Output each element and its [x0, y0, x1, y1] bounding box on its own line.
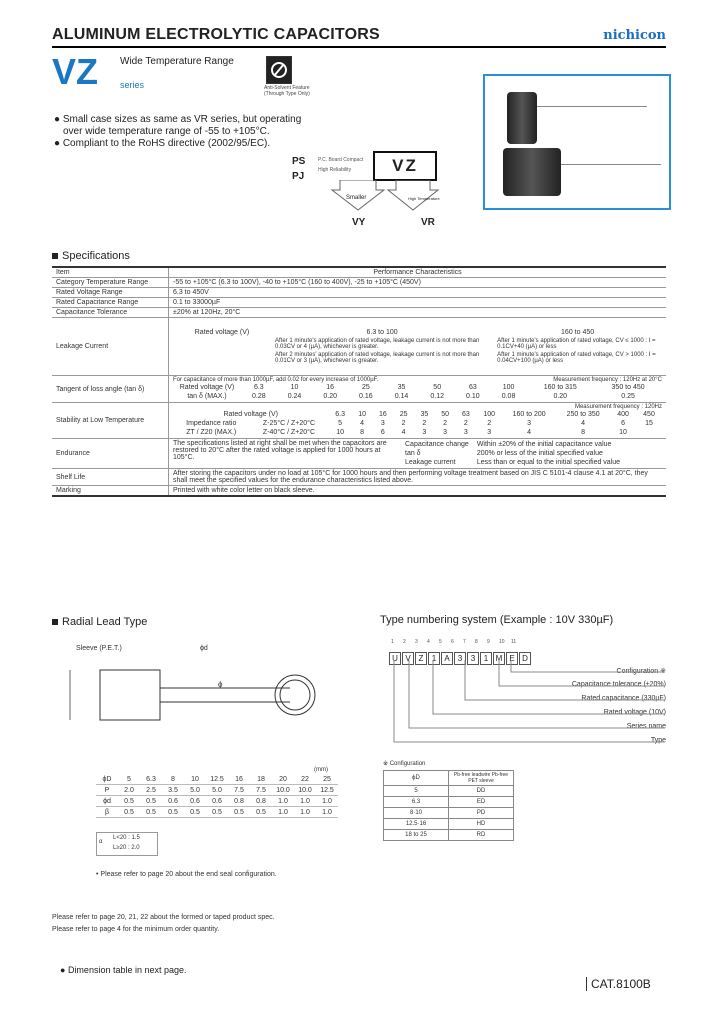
col-item: Item	[52, 267, 169, 278]
dim-value: 0.8	[228, 796, 250, 807]
stab-voltage: 50	[441, 411, 450, 418]
tan-voltage: 35	[397, 384, 406, 391]
stab-r2: 8	[360, 429, 365, 436]
stability-item: Stability at Low Temperature	[52, 403, 169, 439]
dim-value: 2.5	[140, 785, 162, 796]
code-char: M	[493, 652, 505, 665]
stab-r2: 8	[581, 429, 586, 436]
code-char: A	[441, 652, 453, 665]
stab-r1: 4	[360, 420, 365, 427]
cfg-code: PD	[449, 808, 514, 819]
stab-r1: 5	[338, 420, 343, 427]
cfg-code: RD	[449, 830, 514, 841]
r1-label: Z-25°C / Z+20°C	[262, 420, 316, 427]
dim-value: 0.5	[184, 807, 206, 818]
tangent-note: For capacitance of more than 1000µF, add 0.02 for every increase of 1000µF.	[173, 377, 379, 383]
cfg-row	[384, 830, 514, 841]
code-char: U	[389, 652, 401, 665]
spec-value: ±20% at 120Hz, 20°C	[169, 308, 667, 318]
digit: 2	[403, 639, 406, 645]
stab-r2: 4	[527, 429, 532, 436]
feature-item: ● Compliant to the RoHS directive (2002/95/EC).	[54, 138, 271, 149]
dim-value: 18	[250, 774, 272, 785]
dim-value: 0.5	[118, 807, 140, 818]
dim-value: 22	[294, 774, 316, 785]
stab-voltage: 35	[420, 411, 429, 418]
imp-label: Impedance ratio	[186, 420, 237, 427]
dimension-table	[96, 774, 338, 818]
leak-v1: 6.3 to 100	[366, 329, 398, 336]
tan-value: 0.24	[287, 393, 302, 400]
digit: 9	[487, 639, 490, 645]
cfg-row	[384, 786, 514, 797]
series-code: VZ	[52, 51, 99, 92]
feature-list	[54, 114, 314, 150]
stab-voltage: 16	[378, 411, 387, 418]
stab-r1: 15	[645, 420, 653, 427]
col-perf: Performance Characteristics	[169, 267, 667, 278]
dim-value: 7.5	[250, 785, 272, 796]
cfg-head: Pb-free leadwire Pb-free PET sleeve	[449, 771, 514, 786]
cfg-code: HD	[449, 819, 514, 830]
phi-label: ϕ	[218, 680, 223, 689]
cfg-row	[384, 808, 514, 819]
stab-r2: 3	[443, 429, 448, 436]
tangent-item: Tangent of loss angle (tan δ)	[52, 376, 169, 403]
stab-r2	[636, 428, 662, 437]
spec-title: Specifications	[52, 250, 130, 262]
code-char: 3	[454, 652, 466, 665]
type-digits	[391, 639, 523, 645]
dim-row	[96, 774, 338, 785]
code-char: E	[506, 652, 518, 665]
dim-label: ϕD	[96, 774, 118, 785]
stability-freq: Measurement frequency : 120Hz	[574, 404, 662, 410]
stab-voltage: 450	[643, 411, 655, 418]
dim-value: 0.5	[118, 796, 140, 807]
vy-label: VY	[352, 217, 366, 228]
digit: 7	[463, 639, 466, 645]
dim-value: 25	[316, 774, 338, 785]
digit: 5	[439, 639, 442, 645]
stability-table	[173, 410, 662, 437]
spec-item: Rated Voltage Range	[52, 288, 169, 298]
tangent-freq: Measurement frequency : 120Hz at 20°C	[553, 377, 662, 383]
endurance-table	[401, 440, 624, 467]
dim-value: 10	[184, 774, 206, 785]
digit: 4	[427, 639, 430, 645]
stab-r2: 4	[401, 429, 406, 436]
stab-r1: 2	[422, 420, 427, 427]
page-title: ALUMINUM ELECTROLYTIC CAPACITORS	[52, 26, 380, 43]
rv-label: Rated voltage (V)	[194, 329, 250, 336]
tan-voltage: 16	[326, 384, 335, 391]
spec-value: 0.1 to 33000µF	[169, 298, 667, 308]
stab-r2: 10	[336, 429, 344, 436]
stab-r2: 3	[422, 429, 427, 436]
tan-value: 0.25	[621, 393, 635, 400]
pj-note: High Reliability	[318, 167, 352, 173]
radial-title: Radial Lead Type	[52, 616, 147, 628]
page-header	[52, 26, 666, 48]
higher-label: High Temperature	[408, 196, 440, 201]
dim-value: 1.0	[316, 796, 338, 807]
cfg-title: ※ Configuration	[383, 761, 426, 767]
radial-drawing	[60, 640, 330, 760]
leak-l2b: After 1 minute's application of rated voltage, CV > 1000 : I = 0.04CV+100 (µA) or less	[497, 352, 656, 364]
cfg-size: 5	[384, 786, 449, 797]
dim-value: 0.5	[162, 807, 184, 818]
spec-value: -55 to +105°C (6.3 to 100V), -40 to +105°C (160 to 400V), -25 to +105°C (450V)	[169, 278, 667, 288]
alpha-2: L≥20 : 2.0	[113, 845, 140, 851]
stab-r2: 10	[619, 429, 627, 436]
marking-text: Printed with white color letter on black sleeve.	[169, 486, 667, 497]
catalog-number: CAT.8100B	[586, 977, 651, 991]
shelf-item: Shelf Life	[52, 469, 169, 486]
tan-voltage: 350 to 450	[611, 384, 645, 391]
marking-item: Marking	[52, 486, 169, 497]
spec-item: Rated Capacitance Range	[52, 298, 169, 308]
cfg-code: ED	[449, 797, 514, 808]
type-label: Configuration ※	[616, 668, 666, 675]
ps-note: P.C. Board Compact	[318, 157, 364, 163]
dim-value: 1.0	[316, 807, 338, 818]
type-label: Rated voltage (10V)	[603, 709, 666, 716]
dim-value: 0.6	[184, 796, 206, 807]
dim-value: 2.0	[118, 785, 140, 796]
badge-caption: Anti-Solvent Feature (Through Type Only)	[264, 85, 310, 97]
stab-voltage: 100	[483, 411, 496, 418]
tan-value: 0.08	[501, 393, 516, 400]
stab-r1: 2	[443, 420, 448, 427]
vr-label: VR	[421, 217, 435, 228]
series-label: series	[120, 80, 145, 90]
stab-r1: 6	[621, 420, 626, 427]
end-seal-note: • Please refer to page 20 about the end seal configuration.	[96, 871, 277, 878]
tan-value: 0.28	[252, 393, 266, 400]
dim-next-note: ● Dimension table in next page.	[60, 965, 187, 975]
stab-r1: 2	[463, 420, 468, 427]
leak-l2a: After 1 minute's application of rated voltage, CV ≤ 1000 : I = 0.1CV+40 (µA) or less	[497, 338, 656, 350]
unit-label: (mm)	[314, 767, 328, 773]
zt-label: ZT / Z20 (MAX.)	[186, 429, 237, 436]
rv-label: Rated voltage (V)	[179, 384, 235, 391]
stab-r1: 4	[581, 420, 586, 427]
tan-value: 0.20	[323, 393, 337, 400]
dim-value: 1.0	[272, 796, 294, 807]
alpha-1: L<20 : 1.5	[113, 835, 140, 841]
dim-value: 6.3	[140, 774, 162, 785]
cfg-row	[384, 819, 514, 830]
stab-r1: 3	[527, 420, 532, 427]
dim-row	[96, 785, 338, 796]
alpha-box	[96, 832, 158, 856]
cfg-size: 18 to 25	[384, 830, 449, 841]
shelf-text: After storing the capacitors under no load at 105°C for 1000 hours and then performing voltage treatment based on JIS C 5101-4 clause 4.1 at 20°C, they shall meet the specified values for the endurance characteristics listed above.	[169, 469, 667, 486]
stab-voltage: 400	[617, 411, 629, 418]
cfg-code: DD	[449, 786, 514, 797]
stab-r2: 3	[463, 429, 468, 436]
tan-label: tan δ (MAX.)	[187, 393, 227, 400]
cfg-head: ϕD	[384, 771, 449, 786]
stab-r1: 3	[380, 420, 385, 427]
stab-voltage: 160 to 200	[512, 411, 546, 418]
tan-value: 0.12	[430, 393, 444, 400]
rv-label: Rated voltage (V)	[223, 411, 278, 418]
digit: 11	[511, 639, 517, 645]
brand-logo: nichicon	[603, 28, 666, 43]
stab-voltage: 6.3	[335, 411, 345, 418]
cfg-row	[384, 797, 514, 808]
cfg-size: 12.5·16	[384, 819, 449, 830]
tan-value: 0.20	[553, 393, 568, 400]
dim-label: ϕd	[96, 796, 118, 807]
stab-r1: 2	[401, 420, 406, 427]
anti-solvent-icon	[266, 56, 292, 84]
digit: 1	[391, 639, 394, 645]
tan-voltage: 50	[433, 384, 442, 391]
stab-r2: 6	[380, 429, 385, 436]
dim-value: 1.0	[294, 807, 316, 818]
dim-value: 0.5	[140, 807, 162, 818]
od-label: ϕd	[200, 645, 208, 652]
dim-row	[96, 807, 338, 818]
stab-voltage: 25	[399, 411, 408, 418]
endurance-item: Endurance	[52, 439, 169, 469]
dim-value: 0.8	[250, 796, 272, 807]
capacitor-image	[507, 92, 537, 144]
stab-voltage: 10	[358, 411, 367, 418]
dim-value: 0.6	[206, 796, 228, 807]
capacitor-image	[503, 148, 561, 196]
dim-value: 20	[272, 774, 294, 785]
alpha-label: α	[99, 839, 103, 845]
tan-value: 0.16	[359, 393, 373, 400]
end-c3v: Less than or equal to the initial specified value	[476, 459, 621, 466]
leak-v2: 160 to 450	[561, 329, 595, 336]
digit: 3	[415, 639, 418, 645]
code-char: V	[402, 652, 414, 665]
dim-value: 16	[228, 774, 250, 785]
end-c2v: 200% or less of the initial specified value	[476, 450, 603, 457]
type-label: Type	[650, 737, 666, 744]
dim-value: 5.0	[184, 785, 206, 796]
type-label: Series name	[626, 723, 666, 730]
digit: 10	[499, 639, 505, 645]
leakage-table	[173, 328, 662, 365]
tan-voltage: 10	[290, 384, 299, 391]
tan-value: 0.10	[466, 393, 480, 400]
stab-voltage: 63	[461, 411, 470, 418]
tan-voltage: 6.3	[253, 384, 264, 391]
dim-value: 12.5	[316, 785, 338, 796]
dim-value: 1.0	[294, 796, 316, 807]
code-char: 1	[428, 652, 440, 665]
dim-value: 5.0	[206, 785, 228, 796]
dim-value: 10.0	[272, 785, 294, 796]
type-label: Capacitance tolerance (±20%)	[571, 681, 666, 688]
dim-value: 0.5	[206, 807, 228, 818]
dim-value: 0.6	[162, 796, 184, 807]
configuration-table	[383, 770, 514, 841]
code-char: 1	[480, 652, 492, 665]
dim-value: 12.5	[206, 774, 228, 785]
leak-l1a: After 1 minute's application of rated voltage, leakage current is not more than 0.03CV or 4 (µA), whichever is greater.	[275, 338, 480, 350]
series-subtitle: Wide Temperature Range	[120, 56, 234, 67]
dim-value: 5	[118, 774, 140, 785]
dim-value: 0.5	[250, 807, 272, 818]
dim-row	[96, 796, 338, 807]
feature-item: ● Small case sizes as same as VR series, but operating over wide temperature range of -55 to +105°C.	[54, 114, 302, 137]
tangent-table	[173, 383, 662, 401]
tan-voltage: 100	[502, 384, 515, 391]
digit: 6	[451, 639, 454, 645]
product-photo	[483, 74, 671, 210]
dim-value: 10.0	[294, 785, 316, 796]
end-c1: Capacitance change	[405, 441, 469, 448]
tan-voltage: 63	[468, 384, 477, 391]
stab-r1: 2	[487, 420, 492, 427]
spec-item: Capacitance Tolerance	[52, 308, 169, 318]
dim-value: 1.0	[272, 807, 294, 818]
typenum-title: Type numbering system (Example : 10V 330µF)	[380, 614, 614, 626]
dim-value: 3.5	[162, 785, 184, 796]
code-char: D	[519, 652, 531, 665]
sleeve-label: Sleeve (P.E.T.)	[76, 645, 122, 652]
digit: 8	[475, 639, 478, 645]
end-c2: tan δ	[405, 450, 421, 457]
stab-voltage: 250 to 350	[566, 411, 600, 418]
dim-value: 8	[162, 774, 184, 785]
dim-value: 7.5	[228, 785, 250, 796]
end-c1v: Within ±20% of the initial capacitance value	[476, 441, 612, 448]
dim-label: P	[96, 785, 118, 796]
dim-value: 0.5	[228, 807, 250, 818]
cfg-size: 8·10	[384, 808, 449, 819]
spec-item: Category Temperature Range	[52, 278, 169, 288]
code-char: Z	[415, 652, 427, 665]
ps-label: PS	[292, 156, 306, 167]
ref-note-2: Please refer to page 4 for the minimum order quantity.	[52, 926, 220, 933]
tan-value: 0.14	[394, 393, 409, 400]
vz-box: VZ	[373, 151, 437, 181]
endurance-text: The specifications listed at right shall be met when the capacitors are restored to 20°C after the rated voltage is applied for 1000 hours at 105°C.	[173, 440, 387, 461]
end-c3: Leakage current	[405, 459, 456, 466]
pj-label: PJ	[292, 171, 305, 182]
spec-value: 6.3 to 450V	[169, 288, 667, 298]
spec-table	[52, 266, 666, 497]
r2-label: Z-40°C / Z+20°C	[262, 429, 316, 436]
stab-r2: 3	[487, 429, 492, 436]
cfg-size: 6.3	[384, 797, 449, 808]
type-label: Rated capacitance (330µF)	[581, 695, 666, 702]
tan-voltage: 160 to 315	[543, 384, 577, 391]
leakage-item: Leakage Current	[52, 318, 169, 376]
leak-l1b: After 2 minutes' application of rated voltage, leakage current is not more than 0.01CV or 3 (µA), whichever is greater.	[275, 352, 480, 364]
type-connectors	[389, 660, 669, 750]
code-char: 3	[467, 652, 479, 665]
dim-value: 0.5	[140, 796, 162, 807]
ref-note-1: Please refer to page 20, 21, 22 about the formed or taped product spec.	[52, 914, 275, 921]
smaller-label: Smaller	[346, 195, 367, 201]
dim-label: β	[96, 807, 118, 818]
tan-voltage: 25	[361, 384, 370, 391]
